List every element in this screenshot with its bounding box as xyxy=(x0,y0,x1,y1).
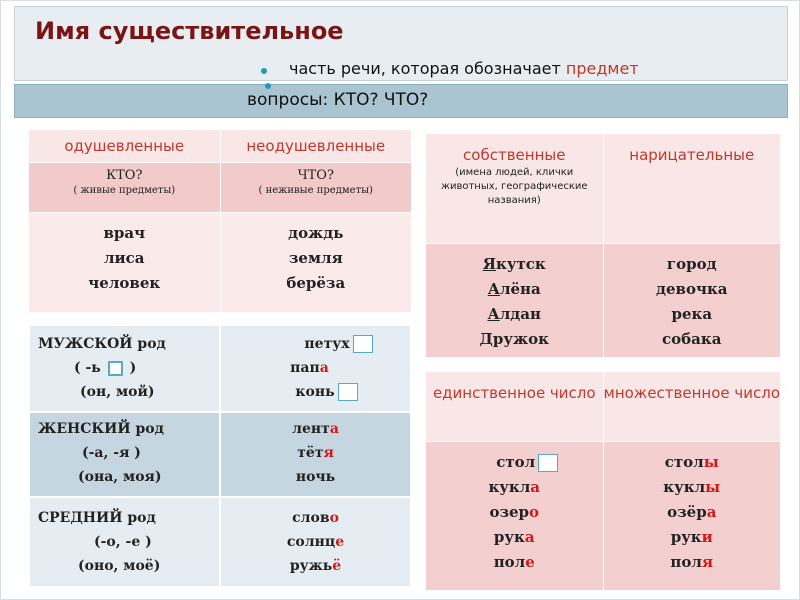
inanimate-header: неодушевленные xyxy=(220,130,412,163)
proper-header: собственные xyxy=(463,146,566,164)
list-item: лента xyxy=(292,421,339,437)
blank-box-icon xyxy=(108,361,123,376)
slide-header xyxy=(14,6,788,81)
animate-question: КТО? xyxy=(106,168,143,183)
list-item: берёза xyxy=(286,274,346,292)
definition-text: часть речи, которая обозначает xyxy=(289,59,566,78)
animate-question-cell xyxy=(29,163,221,213)
list-item: поля xyxy=(670,553,714,571)
list-item: дождь xyxy=(288,224,344,242)
singular-header: единственное число xyxy=(426,372,604,442)
animate-note: ( живые предметы) xyxy=(73,185,176,196)
plural-words xyxy=(603,442,781,591)
bullet-icon xyxy=(265,83,271,89)
questions-text: вопросы: КТО? ЧТО? xyxy=(247,90,429,110)
common-words xyxy=(603,244,781,358)
list-item: Дружок xyxy=(479,330,549,348)
list-item: ночь xyxy=(295,469,336,485)
proper-header-cell xyxy=(426,134,604,244)
list-item: рука xyxy=(493,528,535,546)
feminine-words xyxy=(220,412,411,497)
neuter-ending: (-о, -е ) xyxy=(94,534,152,550)
feminine-title: ЖЕНСКИЙ род xyxy=(38,421,164,437)
list-item: Алёна xyxy=(487,280,541,298)
proper-common-table xyxy=(425,133,781,358)
inanimate-words xyxy=(220,213,412,313)
list-item: земля xyxy=(288,249,343,267)
neuter-title: СРЕДНИЙ род xyxy=(38,510,156,526)
questions-bar xyxy=(14,84,788,118)
gender-table xyxy=(28,324,412,588)
plural-header: множественное число xyxy=(603,372,781,442)
list-item: стол xyxy=(426,450,603,475)
feminine-cell xyxy=(29,412,220,497)
list-item: папа xyxy=(290,360,329,376)
list-item: озёра xyxy=(667,503,717,521)
list-item: врач xyxy=(103,224,146,242)
neuter-cell xyxy=(29,497,220,587)
list-item: девочка xyxy=(656,280,728,298)
number-table xyxy=(425,371,781,591)
neuter-pronouns: (оно, моё) xyxy=(78,558,161,574)
inanimate-question: ЧТО? xyxy=(297,168,334,183)
feminine-pronouns: (она, моя) xyxy=(78,469,162,485)
masculine-ending: ( -ь ) xyxy=(74,360,137,376)
list-item: город xyxy=(666,255,717,273)
blank-box-icon xyxy=(353,335,373,353)
animate-words xyxy=(29,213,221,313)
list-item: Алдан xyxy=(487,305,541,323)
masculine-cell xyxy=(29,325,220,412)
list-item: конь xyxy=(221,380,410,404)
list-item: собака xyxy=(662,330,722,348)
list-item: тётя xyxy=(297,445,334,461)
inanimate-note: ( неживые предметы) xyxy=(258,185,373,196)
list-item: кукла xyxy=(488,478,541,496)
inanimate-question-cell xyxy=(220,163,412,213)
list-item: солнце xyxy=(286,534,345,550)
list-item: Якутск xyxy=(482,255,546,273)
bullet-icon xyxy=(261,68,267,74)
proper-note: (имена людей, клички животных, географические названия) xyxy=(440,167,588,206)
blank-box-icon xyxy=(538,454,558,472)
list-item: столы xyxy=(664,453,719,471)
slide-title: Имя существительное xyxy=(35,17,344,45)
definition-line xyxy=(289,59,639,78)
list-item: петух xyxy=(221,332,410,356)
feminine-ending: (-а, -я ) xyxy=(82,445,141,461)
list-item: река xyxy=(671,305,713,323)
list-item: слово xyxy=(292,510,339,526)
masculine-words xyxy=(220,325,411,412)
definition-accent: предмет xyxy=(565,59,639,78)
list-item: ружьё xyxy=(289,558,342,574)
animacy-table xyxy=(28,129,412,313)
list-item: поле xyxy=(493,553,535,571)
masculine-title: МУЖСКОЙ род xyxy=(38,336,166,352)
list-item: озеро xyxy=(489,503,540,521)
list-item: человек xyxy=(88,274,161,292)
common-header: нарицательные xyxy=(603,134,781,244)
singular-words xyxy=(426,442,604,591)
masculine-pronouns: (он, мой) xyxy=(80,384,155,400)
list-item: руки xyxy=(670,528,713,546)
list-item: куклы xyxy=(663,478,721,496)
list-item: лиса xyxy=(103,249,145,267)
neuter-words xyxy=(220,497,411,587)
proper-words xyxy=(426,244,604,358)
animate-header: одушевленные xyxy=(29,130,221,163)
blank-box-icon xyxy=(338,383,358,401)
